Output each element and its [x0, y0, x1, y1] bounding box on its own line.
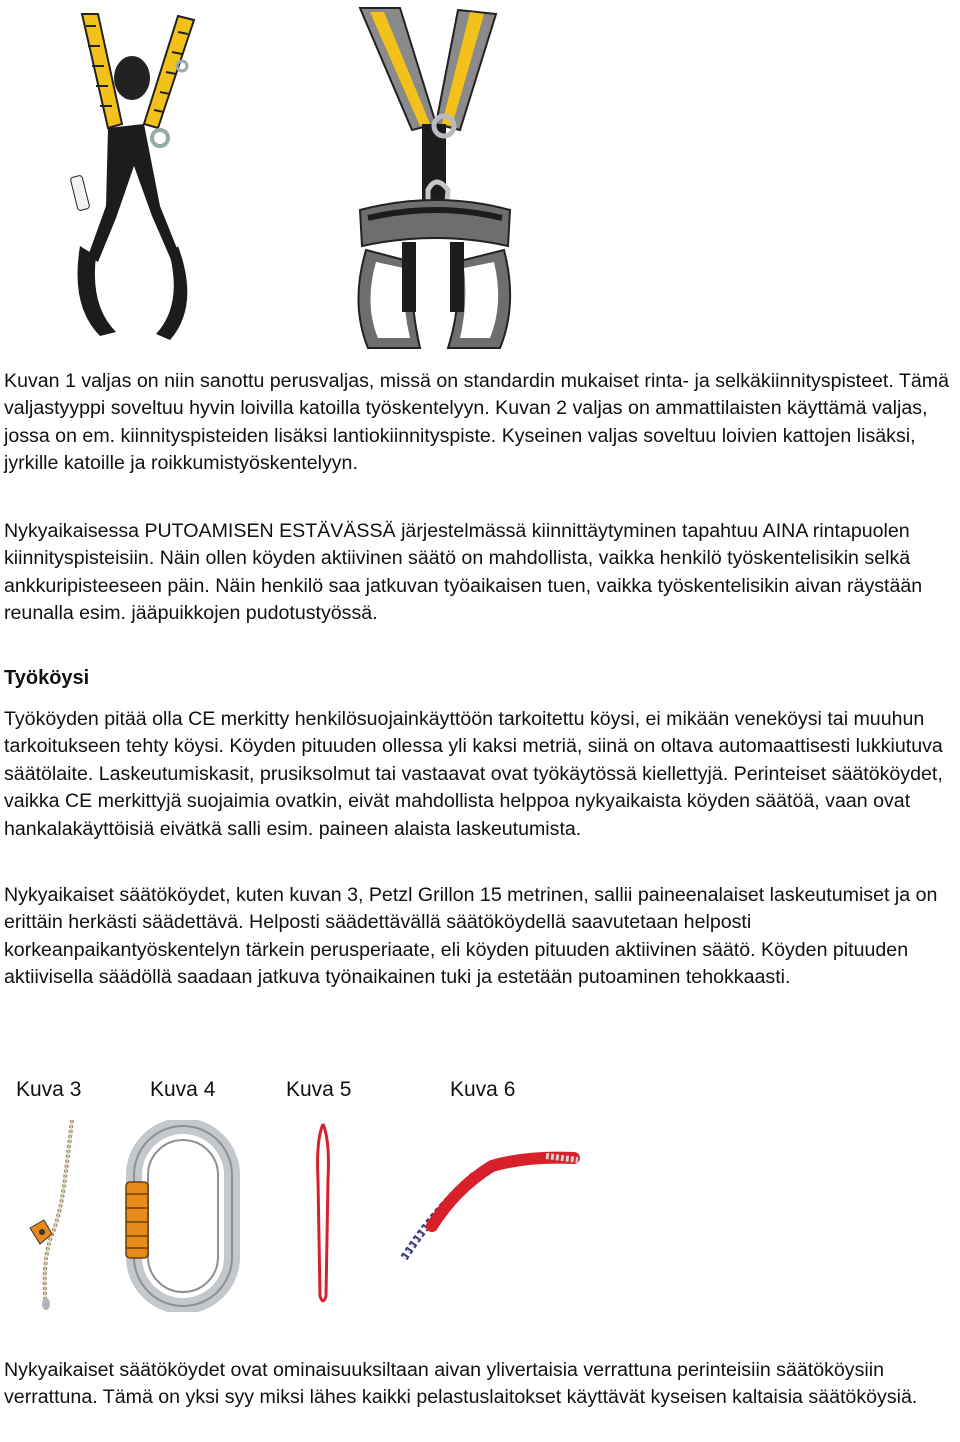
intro-paragraph-1: Kuvan 1 valjas on niin sanottu perusvaljas, missä on standardin mukaiset rinta- ja selkäkiinnityspisteet. Tämä valjastyyppi soveltuu hyvin loivilla katoilla työskentelyyn. Kuvan 2 valjas on ammattilaisten käyttämä valjas, jossa on em. kiinnityspisteiden lisäksi lantiokiinnityspiste. Kyseinen valjas soveltuu loivien kattojen lisäksi, jyrkille katoille ja roikkumistyöskentelyyn. — [4, 370, 949, 475]
sling-image — [306, 1120, 340, 1308]
harness-1-image — [60, 6, 210, 346]
caption-kuva-5: Kuva 5 — [286, 1078, 352, 1101]
caption-kuva-3: Kuva 3 — [16, 1078, 82, 1101]
lanyard-image — [396, 1148, 580, 1266]
caption-kuva-4: Kuva 4 — [150, 1078, 216, 1101]
section-paragraph-2: Nykyaikaiset säätököydet, kuten kuvan 3, Petzl Grillon 15 metrinen, sallii paineenalaiset laskeutumiset ja on erittäin herkästi säädettävä. Helposti säädettävällä säätököydellä saavutetaan helposti korkeanpaikantyöskentelyn tärkein perusperiaate, eli köyden pituuden aktiivinen säätö. Köyden pituuden aktiivisella säädöllä saadaan jatkuva työnaikainen tuki ja estetään putoaminen tehokkaasti. — [4, 884, 938, 989]
carabiner-image — [124, 1120, 242, 1312]
caption-kuva-6: Kuva 6 — [450, 1078, 516, 1101]
harness-2-image — [340, 4, 520, 356]
intro-paragraph-2: Nykyaikaisessa PUTOAMISEN ESTÄVÄSSÄ järjestelmässä kiinnittäytyminen tapahtuu AINA rintapuolen kiinnityspisteisiin. Näin ollen köyden aktiivinen säätö on mahdollista, vaikka henkilö työskentelisikin selkä ankkuripisteeseen päin. Näin henkilö saa jatkuvan työaikaisen tuen, vaikka työskentelisikin aivan räystään reunalla esim. jääpuikkojen pudotustyössä. — [4, 520, 923, 625]
adjustable-rope-image — [20, 1116, 90, 1312]
closing-paragraph: Nykyaikaiset säätököydet ovat ominaisuuksiltaan aivan ylivertaisia verrattuna perinteisiin säätököysiin verrattuna. Tämä on yksi syy miksi lähes kaikki pelastuslaitokset käyttävät kyseisen kaltaisia säätököysiä. — [4, 1359, 918, 1409]
section-paragraph-1: Työköyden pitää olla CE merkitty henkilösuojainkäyttöön tarkoitettu köysi, ei mikään veneköysi tai muuhun tarkoitukseen tehty köysi. Köyden pituuden ollessa yli kaksi metriä, siinä on oltava automaattisesti lukkiutuva säätölaite. Laskeutumiskasit, prusiksolmut tai vastaavat ovat työkäytössä kiellettyjä. Perinteiset säätököydet, vaikka CE merkittyjä suojaimia ovatkin, eivät mahdollista helppoa nykyaikaista köyden säätöä, vaan ovat hankalakäyttöisiä eivätkä salli esim. paineen alaista laskeutumista. — [4, 708, 943, 840]
section-heading: Työköysi — [4, 667, 90, 689]
